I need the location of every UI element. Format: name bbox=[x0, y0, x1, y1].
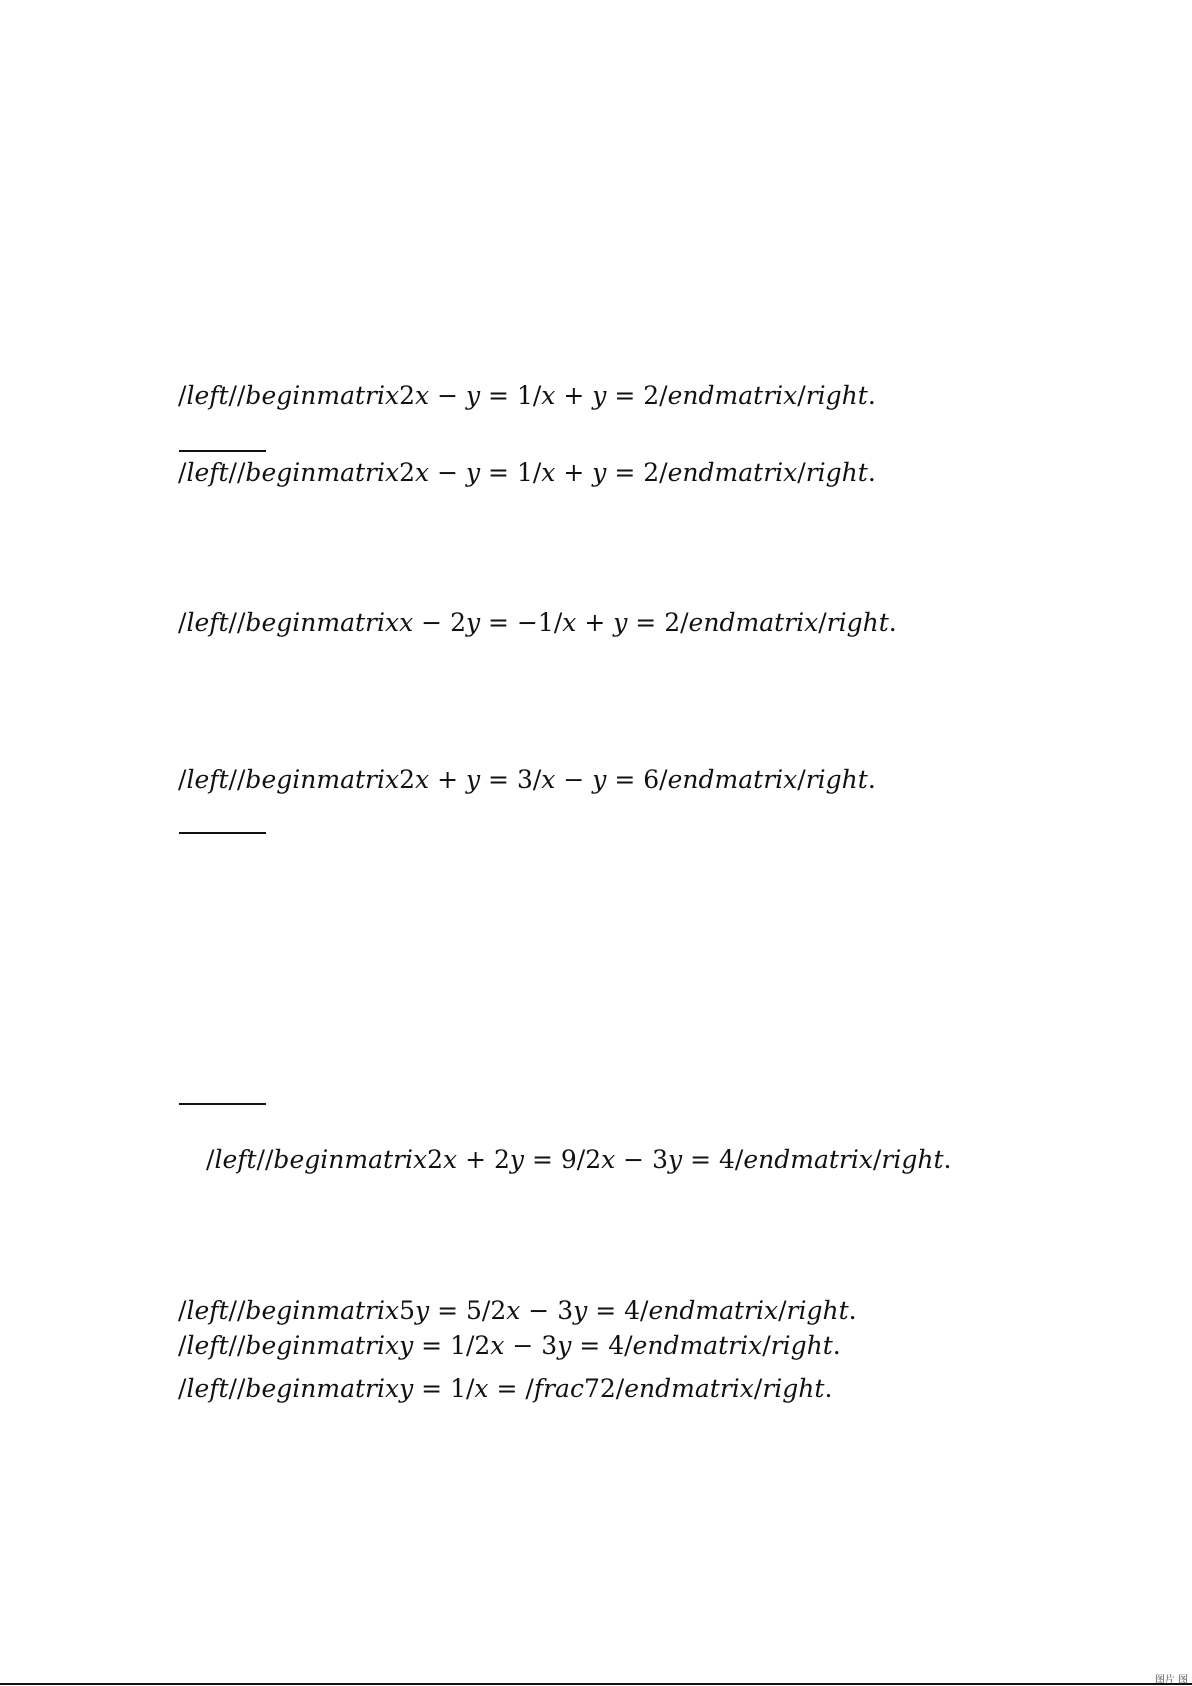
divider-rule bbox=[179, 450, 266, 452]
footer-mark: 图片 图 bbox=[1154, 1675, 1188, 1686]
divider-rule bbox=[179, 832, 266, 834]
equation-3: /left//beginmatrixx − 2y = −1/x + y = 2/endmatrix/right. bbox=[178, 608, 897, 637]
equation-5: /left//beginmatrix2x + 2y = 9/2x − 3y = 4/endmatrix/right. bbox=[206, 1145, 952, 1174]
equation-7: /left//beginmatrixy = 1/2x − 3y = 4/endmatrix/right. bbox=[178, 1331, 841, 1360]
equation-6: /left//beginmatrix5y = 5/2x − 3y = 4/endmatrix/right. bbox=[178, 1296, 857, 1325]
equation-8: /left//beginmatrixy = 1/x = /frac72/endmatrix/right. bbox=[178, 1374, 833, 1403]
equation-1: /left//beginmatrix2x − y = 1/x + y = 2/endmatrix/right. bbox=[178, 381, 876, 410]
equation-4: /left//beginmatrix2x + y = 3/x − y = 6/endmatrix/right. bbox=[178, 765, 876, 794]
equation-2: /left//beginmatrix2x − y = 1/x + y = 2/endmatrix/right. bbox=[178, 458, 876, 487]
divider-rule bbox=[179, 1103, 266, 1105]
